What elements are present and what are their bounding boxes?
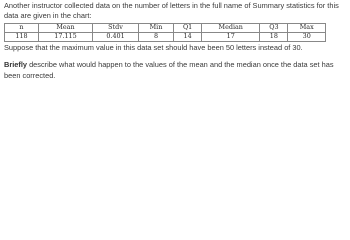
header-min: Min — [138, 24, 173, 33]
value-q1: 14 — [173, 33, 201, 42]
question-prompt — [4, 59, 348, 81]
supposition-text: Suppose that the maximum value in this data set should have been 50 letters instead of 30. — [4, 43, 303, 52]
header-stdv: Stdv — [93, 24, 139, 33]
summary-statistics-table — [4, 23, 326, 42]
value-mean: 17.115 — [38, 33, 92, 42]
header-q1: Q1 — [173, 24, 201, 33]
value-min: 8 — [138, 33, 173, 42]
table-value-row — [5, 33, 326, 42]
problem-intro: Another instructor collected data on the number of letters in the full name of Summary statistics for this data are given in the chart: — [4, 1, 339, 21]
value-max: 30 — [288, 33, 326, 42]
value-median: 17 — [202, 33, 260, 42]
header-median: Median — [202, 24, 260, 33]
question-emphasis: Briefly — [4, 60, 28, 69]
table-header-row — [5, 24, 326, 33]
value-n: 118 — [5, 33, 39, 42]
header-mean: Mean — [38, 24, 92, 33]
header-n: n — [5, 24, 39, 33]
value-q3: 18 — [260, 33, 288, 42]
value-stdv: 0.401 — [93, 33, 139, 42]
header-max: Max — [288, 24, 326, 33]
question-body: describe what would happen to the values of the mean and the median once the data set has been corrected. — [4, 60, 334, 80]
header-q3: Q3 — [260, 24, 288, 33]
